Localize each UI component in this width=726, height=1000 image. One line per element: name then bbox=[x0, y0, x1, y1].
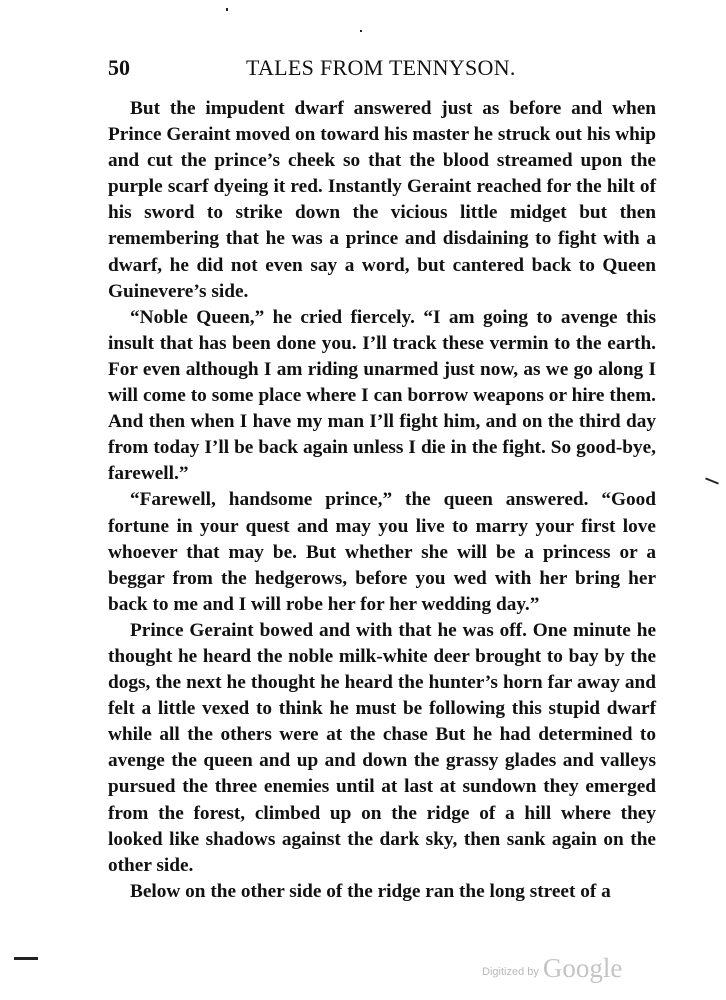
watermark-prefix: Digitized by bbox=[482, 966, 539, 978]
paragraph: “Farewell, handsome prince,” the queen answered. “Good fortune in your quest and may you live to marry your first love whoever that may be. But whether she will be a princess or a beggar from the hedgerows, before you wed with her bring her back to me and I will robe her for her wedding day.” bbox=[108, 489, 656, 615]
digitized-watermark bbox=[482, 948, 642, 984]
google-logo: Google bbox=[542, 953, 623, 983]
scan-speck bbox=[226, 8, 228, 11]
margin-mark bbox=[705, 477, 719, 484]
scan-speck bbox=[360, 30, 362, 32]
page-number: 50 bbox=[108, 55, 130, 80]
paragraph: “Noble Queen,” he cried fiercely. “I am going to avenge this insult that has been done you. I’ll track these vermin to the earth. For even although I am riding unarmed just now, as we go along I will come to some place where I can borrow weapons or hire them. And then when I have my man I’ll fight him, and on the third day from today I’ll be back again unless I die in the fight. So good-bye, farewell.” bbox=[108, 306, 656, 485]
margin-mark bbox=[14, 957, 38, 960]
paragraph: Below on the other side of the ridge ran the long street of a bbox=[130, 880, 611, 902]
body-text bbox=[108, 96, 656, 905]
paragraph: Prince Geraint bowed and with that he was off. One minute he thought he heard the noble milk-white deer brought to bay by the dogs, the next he thought he heard the hunter’s horn far away and felt a little vexed to think he must be following this stupid dwarf while all the others were at the chase But he had determined to avenge the queen and up and down the grassy glades and valleys pursued the three enemies until at last at sundown they emerged from the forest, climbed up on the ridge of a hill where they looked like shadows against the dark sky, then sank again on the other side. bbox=[108, 619, 656, 876]
page-header bbox=[108, 55, 656, 85]
running-title: TALES FROM TENNYSON. bbox=[246, 55, 516, 80]
paragraph: But the impudent dwarf answered just as before and when Prince Geraint moved on toward his master he struck out his whip and cut the prince’s cheek so that the blood streamed upon the purple scarf dyeing it red. Instantly Geraint reached for the hilt of his sword to strike down the vicious little midget but then remembering that he was a prince and disdaining to fight with a dwarf, he did not even say a word, but cantered back to Queen Guinevere’s side. bbox=[108, 98, 656, 302]
